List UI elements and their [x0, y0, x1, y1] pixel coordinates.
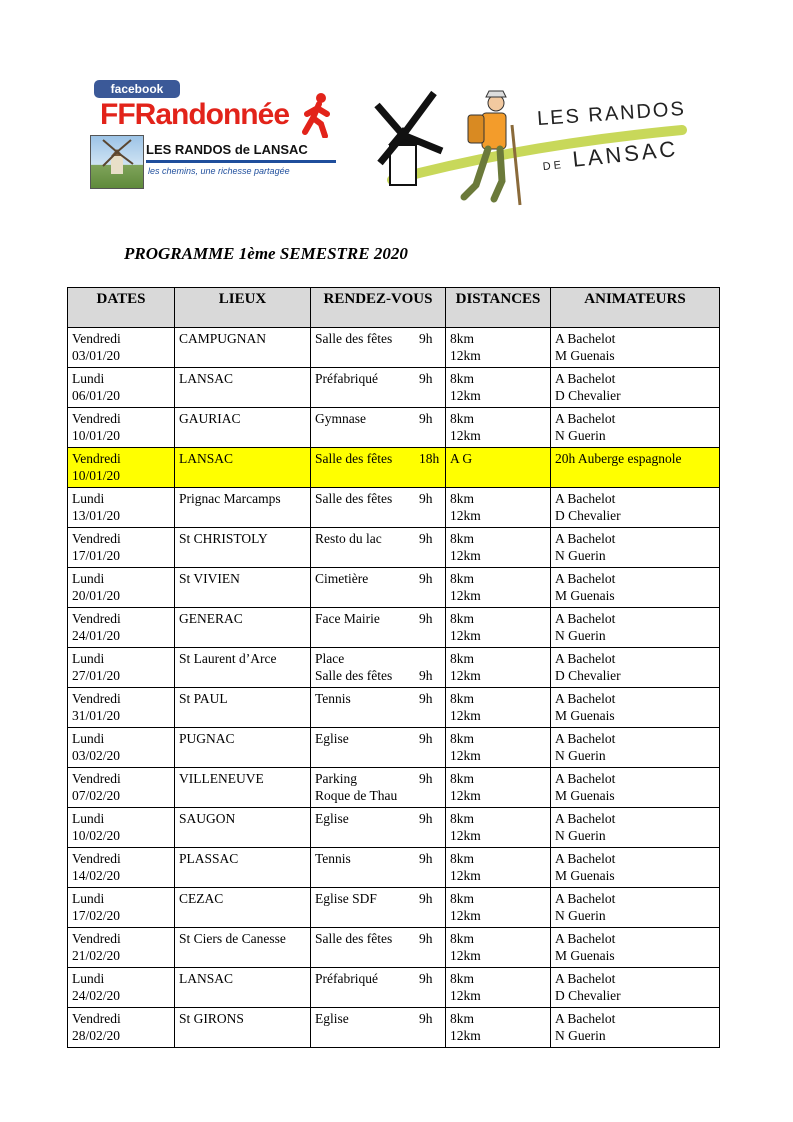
animateur-2: D Chevalier: [555, 668, 621, 683]
programme-table: [67, 287, 720, 1048]
rendez-vous-time: 9h: [419, 731, 433, 746]
date-cell: [68, 688, 175, 728]
weekday: Lundi: [72, 811, 105, 826]
distances-cell: [446, 768, 551, 808]
rendez-vous-cell: [311, 368, 446, 408]
animateur-1: A Bachelot: [555, 691, 616, 706]
distance-long: 12km: [450, 788, 481, 803]
animateur-1: A Bachelot: [555, 571, 616, 586]
animateurs-cell: [551, 328, 720, 368]
lieu-cell: [175, 968, 311, 1008]
animateur-2: N Guerin: [555, 908, 606, 923]
distance-long: 12km: [450, 1028, 481, 1043]
animateur-2: N Guerin: [555, 828, 606, 843]
lieu: Prignac Marcamps: [179, 491, 281, 506]
lieu-cell: [175, 848, 311, 888]
hiker-pictogram-icon: [295, 92, 339, 138]
date: 03/02/20: [72, 748, 121, 763]
rendez-vous-place: Eglise: [315, 811, 349, 826]
table-row: [68, 528, 720, 568]
programme-title: PROGRAMME 1ème SEMESTRE 2020: [124, 244, 408, 263]
animateur-2: N Guerin: [555, 1028, 606, 1043]
animateur-2: M Guenais: [555, 348, 615, 363]
animateurs-cell: [551, 408, 720, 448]
rendez-vous-place: Eglise SDF: [315, 891, 377, 906]
date-cell: [68, 848, 175, 888]
rendez-vous-time: 9h: [419, 668, 433, 683]
date: 28/02/20: [72, 1028, 121, 1043]
animateur-1: A Bachelot: [555, 411, 616, 426]
table-row: [68, 808, 720, 848]
animateur-1: 20h Auberge espagnole: [555, 451, 682, 466]
animateurs-cell: [551, 808, 720, 848]
club-slogan: les chemins, une richesse partagée: [148, 166, 290, 176]
date: 03/01/20: [72, 348, 121, 363]
distance-short: 8km: [450, 491, 475, 506]
distance-long: 12km: [450, 588, 481, 603]
rendez-vous-cell: [311, 648, 446, 688]
lieu: St CHRISTOLY: [179, 531, 268, 546]
animateurs-cell: [551, 728, 720, 768]
column-header-animateurs: ANIMATEURS: [551, 288, 720, 328]
animateurs-cell: [551, 1008, 720, 1048]
rendez-vous-place: Place: [315, 651, 345, 666]
lieu: St Laurent d’Arce: [179, 651, 277, 666]
animateur-1: A Bachelot: [555, 851, 616, 866]
distances-cell: [446, 568, 551, 608]
distance-long: 12km: [450, 348, 481, 363]
table-row: [68, 848, 720, 888]
date-cell: [68, 768, 175, 808]
date: 24/01/20: [72, 628, 121, 643]
facebook-badge[interactable]: facebook: [94, 80, 180, 98]
table-row: [68, 928, 720, 968]
distance-long: 12km: [450, 868, 481, 883]
animateur-1: A Bachelot: [555, 491, 616, 506]
distance-short: 8km: [450, 1011, 475, 1026]
rendez-vous-time: 9h: [419, 571, 433, 586]
date-cell: [68, 328, 175, 368]
weekday: Vendredi: [72, 331, 121, 346]
rendez-vous-cell: [311, 848, 446, 888]
date-cell: [68, 888, 175, 928]
date: 07/02/20: [72, 788, 121, 803]
rendez-vous-place: Eglise: [315, 1011, 349, 1026]
date-cell: [68, 928, 175, 968]
table-row: [68, 368, 720, 408]
rendez-vous-cell: [311, 808, 446, 848]
animateurs-cell: [551, 488, 720, 528]
table-row: [68, 568, 720, 608]
table-row: [68, 728, 720, 768]
date-cell: [68, 568, 175, 608]
rendez-vous-place: Resto du lac: [315, 531, 382, 546]
column-header-lieux: LIEUX: [175, 288, 311, 328]
date: 31/01/20: [72, 708, 121, 723]
rendez-vous-place: Préfabriqué: [315, 371, 378, 386]
lieu-cell: [175, 528, 311, 568]
date: 10/02/20: [72, 828, 121, 843]
rendez-vous-cell: [311, 448, 446, 488]
lieu: GAURIAC: [179, 411, 241, 426]
distances-cell: [446, 808, 551, 848]
date-cell: [68, 608, 175, 648]
animateur-1: A Bachelot: [555, 611, 616, 626]
distance-short: 8km: [450, 411, 475, 426]
table-row: [68, 888, 720, 928]
animateurs-cell: [551, 968, 720, 1008]
rendez-vous-time: 18h: [419, 451, 440, 466]
distances-cell: [446, 528, 551, 568]
lieu: CAMPUGNAN: [179, 331, 267, 346]
club-name-line2: DE LANSAC: [542, 135, 680, 174]
rendez-vous-time: 9h: [419, 891, 433, 906]
date-cell: [68, 968, 175, 1008]
rendez-vous-place: Gymnase: [315, 411, 366, 426]
ffrandonnee-logo: [90, 80, 340, 190]
date: 21/02/20: [72, 948, 121, 963]
club-name-line1: LES RANDOS: [536, 97, 687, 131]
lieu: VILLENEUVE: [179, 771, 264, 786]
animateur-1: A Bachelot: [555, 1011, 616, 1026]
lieu-cell: [175, 768, 311, 808]
animateur-2: D Chevalier: [555, 508, 621, 523]
animateur-2: D Chevalier: [555, 988, 621, 1003]
les-randos-de-lansac-logo: [372, 85, 687, 210]
rendez-vous-place-line2: Salle des fêtes: [315, 668, 393, 683]
weekday: Lundi: [72, 571, 105, 586]
animateur-1: A Bachelot: [555, 331, 616, 346]
lieu: LANSAC: [179, 971, 234, 986]
animateur-2: M Guenais: [555, 708, 615, 723]
lieu: St PAUL: [179, 691, 228, 706]
lieu-cell: [175, 808, 311, 848]
animateur-2: N Guerin: [555, 428, 606, 443]
lieu: CEZAC: [179, 891, 224, 906]
rendez-vous-time: 9h: [419, 691, 433, 706]
rendez-vous-time: 9h: [419, 931, 433, 946]
lieu-cell: [175, 328, 311, 368]
distance-long: 12km: [450, 508, 481, 523]
lieu: SAUGON: [179, 811, 236, 826]
rendez-vous-time: 9h: [419, 371, 433, 386]
animateur-2: M Guenais: [555, 868, 615, 883]
date: 10/01/20: [72, 468, 121, 483]
rendez-vous-place: Tennis: [315, 851, 351, 866]
animateur-1: A Bachelot: [555, 811, 616, 826]
rendez-vous-time: 9h: [419, 1011, 433, 1026]
rendez-vous-cell: [311, 1008, 446, 1048]
animateur-2: M Guenais: [555, 588, 615, 603]
table-row: [68, 768, 720, 808]
distance-long: 12km: [450, 828, 481, 843]
lieu-cell: [175, 1008, 311, 1048]
distances-cell: [446, 608, 551, 648]
rendez-vous-place-line2: Roque de Thau: [315, 788, 398, 803]
distances-cell: [446, 1008, 551, 1048]
table-row: [68, 1008, 720, 1048]
date: 14/02/20: [72, 868, 121, 883]
distances-cell: [446, 488, 551, 528]
distances-cell: [446, 968, 551, 1008]
distance-short: 8km: [450, 931, 475, 946]
animateur-1: A Bachelot: [555, 531, 616, 546]
distance-short: 8km: [450, 851, 475, 866]
date-cell: [68, 648, 175, 688]
distance-long: 12km: [450, 948, 481, 963]
rendez-vous-time: 9h: [419, 331, 433, 346]
lieu: PLASSAC: [179, 851, 239, 866]
lieu: St GIRONS: [179, 1011, 244, 1026]
rendez-vous-time: 9h: [419, 411, 433, 426]
distance-short: 8km: [450, 571, 475, 586]
banner-underline: [146, 160, 336, 163]
animateurs-cell: [551, 688, 720, 728]
rendez-vous-place: Préfabriqué: [315, 971, 378, 986]
animateurs-cell: [551, 568, 720, 608]
weekday: Vendredi: [72, 531, 121, 546]
rendez-vous-time: 9h: [419, 851, 433, 866]
column-header-rendez-vous: RENDEZ-VOUS: [311, 288, 446, 328]
windmill-photo: [90, 135, 144, 189]
distance-short: 8km: [450, 971, 475, 986]
weekday: Vendredi: [72, 931, 121, 946]
distance-long: 12km: [450, 388, 481, 403]
lieu-cell: [175, 448, 311, 488]
distance-long: 12km: [450, 668, 481, 683]
rendez-vous-time: 9h: [419, 611, 433, 626]
animateurs-cell: [551, 928, 720, 968]
animateurs-cell: [551, 848, 720, 888]
distance-short: 8km: [450, 651, 475, 666]
weekday: Vendredi: [72, 691, 121, 706]
table-row: [68, 968, 720, 1008]
lieu-cell: [175, 728, 311, 768]
distance-short: 8km: [450, 891, 475, 906]
distances-cell: [446, 368, 551, 408]
weekday: Lundi: [72, 891, 105, 906]
animateur-1: A Bachelot: [555, 891, 616, 906]
rendez-vous-cell: [311, 608, 446, 648]
rendez-vous-place: Parking: [315, 771, 357, 786]
weekday: Vendredi: [72, 771, 121, 786]
distance-short: 8km: [450, 731, 475, 746]
animateurs-cell: [551, 448, 720, 488]
lieu-cell: [175, 928, 311, 968]
distance-short: 8km: [450, 531, 475, 546]
distances-cell: [446, 648, 551, 688]
distance-long: 12km: [450, 908, 481, 923]
rendez-vous-time: 9h: [419, 771, 433, 786]
animateurs-cell: [551, 888, 720, 928]
distance-long: 12km: [450, 748, 481, 763]
column-header-dates: DATES: [68, 288, 175, 328]
table-row: [68, 648, 720, 688]
table-row-highlighted: [68, 448, 720, 488]
lieu-cell: [175, 608, 311, 648]
lieu: LANSAC: [179, 371, 234, 386]
date: 10/01/20: [72, 428, 121, 443]
rendez-vous-place: Cimetière: [315, 571, 369, 586]
distance-short: 8km: [450, 331, 475, 346]
rendez-vous-place: Tennis: [315, 691, 351, 706]
date-cell: [68, 448, 175, 488]
distance-long: 12km: [450, 628, 481, 643]
rendez-vous-cell: [311, 568, 446, 608]
lieu: St Ciers de Canesse: [179, 931, 286, 946]
table-row: [68, 688, 720, 728]
animateur-2: N Guerin: [555, 548, 606, 563]
distance-short: 8km: [450, 611, 475, 626]
distances-cell: [446, 688, 551, 728]
date-cell: [68, 528, 175, 568]
rendez-vous-place: Salle des fêtes: [315, 451, 393, 466]
animateur-1: A Bachelot: [555, 731, 616, 746]
rendez-vous-cell: [311, 488, 446, 528]
date-cell: [68, 368, 175, 408]
animateurs-cell: [551, 768, 720, 808]
rendez-vous-cell: [311, 728, 446, 768]
weekday: Vendredi: [72, 1011, 121, 1026]
table-row: [68, 488, 720, 528]
date-cell: [68, 408, 175, 448]
date: 13/01/20: [72, 508, 121, 523]
animateur-1: A Bachelot: [555, 371, 616, 386]
animateurs-cell: [551, 368, 720, 408]
rendez-vous-time: 9h: [419, 491, 433, 506]
lieu-cell: [175, 688, 311, 728]
distances-cell: [446, 728, 551, 768]
distance-short: A G: [450, 451, 473, 466]
rendez-vous-place: Salle des fêtes: [315, 491, 393, 506]
rendez-vous-time: 9h: [419, 971, 433, 986]
table-header-row: [68, 288, 720, 328]
rendez-vous-cell: [311, 688, 446, 728]
animateur-2: N Guerin: [555, 748, 606, 763]
date: 27/01/20: [72, 668, 121, 683]
animateur-1: A Bachelot: [555, 971, 616, 986]
weekday: Lundi: [72, 971, 105, 986]
weekday: Vendredi: [72, 451, 121, 466]
date: 17/01/20: [72, 548, 121, 563]
date: 06/01/20: [72, 388, 121, 403]
weekday: Lundi: [72, 491, 105, 506]
distance-short: 8km: [450, 371, 475, 386]
table-row: [68, 328, 720, 368]
distance-long: 12km: [450, 708, 481, 723]
rendez-vous-place: Salle des fêtes: [315, 331, 393, 346]
date-cell: [68, 488, 175, 528]
distance-short: 8km: [450, 811, 475, 826]
distances-cell: [446, 888, 551, 928]
date: 20/01/20: [72, 588, 121, 603]
lieu-cell: [175, 488, 311, 528]
lieu: GENERAC: [179, 611, 243, 626]
weekday: Lundi: [72, 651, 105, 666]
distance-short: 8km: [450, 771, 475, 786]
ffrandonnee-wordmark: FFRandonnée: [100, 98, 290, 131]
distance-long: 12km: [450, 988, 481, 1003]
lieu-cell: [175, 648, 311, 688]
animateur-1: A Bachelot: [555, 651, 616, 666]
animateur-2: M Guenais: [555, 948, 615, 963]
rendez-vous-place: Face Mairie: [315, 611, 380, 626]
table-row: [68, 608, 720, 648]
rendez-vous-cell: [311, 328, 446, 368]
distances-cell: [446, 408, 551, 448]
distances-cell: [446, 448, 551, 488]
rendez-vous-cell: [311, 528, 446, 568]
animateurs-cell: [551, 648, 720, 688]
date-cell: [68, 808, 175, 848]
rendez-vous-time: 9h: [419, 531, 433, 546]
rendez-vous-cell: [311, 928, 446, 968]
animateurs-cell: [551, 608, 720, 648]
lieu-cell: [175, 568, 311, 608]
lieu: St VIVIEN: [179, 571, 240, 586]
weekday: Lundi: [72, 371, 105, 386]
lieu: LANSAC: [179, 451, 234, 466]
column-header-distances: DISTANCES: [446, 288, 551, 328]
lieu-cell: [175, 888, 311, 928]
lieu-cell: [175, 368, 311, 408]
date: 24/02/20: [72, 988, 121, 1003]
animateur-1: A Bachelot: [555, 771, 616, 786]
date-cell: [68, 1008, 175, 1048]
lieu: PUGNAC: [179, 731, 235, 746]
distances-cell: [446, 328, 551, 368]
table-row: [68, 408, 720, 448]
animateur-2: M Guenais: [555, 788, 615, 803]
rendez-vous-cell: [311, 968, 446, 1008]
distance-short: 8km: [450, 691, 475, 706]
weekday: Vendredi: [72, 411, 121, 426]
distance-long: 12km: [450, 548, 481, 563]
rendez-vous-cell: [311, 768, 446, 808]
rendez-vous-place: Eglise: [315, 731, 349, 746]
rendez-vous-time: 9h: [419, 811, 433, 826]
distance-long: 12km: [450, 428, 481, 443]
lieu-cell: [175, 408, 311, 448]
weekday: Lundi: [72, 731, 105, 746]
weekday: Vendredi: [72, 611, 121, 626]
weekday: Vendredi: [72, 851, 121, 866]
rendez-vous-cell: [311, 888, 446, 928]
rendez-vous-place: Salle des fêtes: [315, 931, 393, 946]
date-cell: [68, 728, 175, 768]
animateur-1: A Bachelot: [555, 931, 616, 946]
date: 17/02/20: [72, 908, 121, 923]
animateurs-cell: [551, 528, 720, 568]
distances-cell: [446, 848, 551, 888]
animateur-2: N Guerin: [555, 628, 606, 643]
animateur-2: D Chevalier: [555, 388, 621, 403]
distances-cell: [446, 928, 551, 968]
rendez-vous-cell: [311, 408, 446, 448]
club-banner: LES RANDOS de LANSAC: [146, 142, 308, 157]
